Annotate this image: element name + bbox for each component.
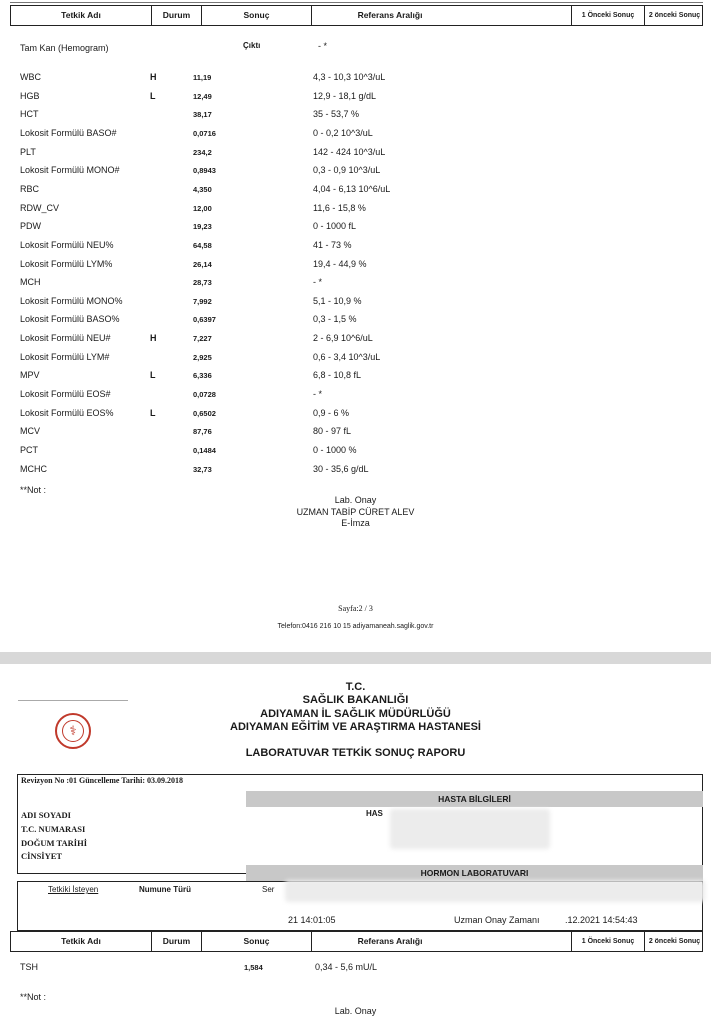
test-name: Lokosit Formülü EOS% [20,407,114,418]
test-flag: H [150,333,157,344]
test-value: 0,6397 [193,315,216,325]
col-header-name: Tetkik Adı [61,936,101,946]
test-name: HGB [20,90,40,101]
cut-header-strip [10,0,703,3]
test-reference: 35 - 53,7 % [313,109,360,120]
report-title: LABORATUVAR TETKİK SONUÇ RAPORU [245,747,466,759]
col-header-status: Durum [151,6,201,25]
test-flag: H [150,72,157,82]
test-name: RDW_CV [20,202,60,213]
col-header-reference: Referans Aralığı [311,932,468,951]
header-tc: T.C. [345,681,366,693]
test-reference: 30 - 35,6 g/dL [313,463,369,474]
hormone-table-header [10,931,703,952]
table-row [0,259,711,277]
test-flag: L [150,370,156,381]
approval-label: Lab. Onay [334,495,377,505]
col-header-status: Durum [151,932,201,951]
ministry-logo-icon: ⚕ [55,713,91,749]
table-row [0,962,711,980]
test-value: 11,19 [193,73,212,82]
results-table-header [10,5,703,26]
test-value: 0,1484 [193,446,216,455]
test-name: Lokosit Formülü LYM# [20,351,110,362]
table-row [0,184,711,202]
table-row [0,352,711,370]
test-reference: 0,3 - 1,5 % [313,314,357,325]
patient-partial-label: HAS [366,809,383,818]
test-value: 26,14 [193,259,212,269]
test-value: 32,73 [193,464,212,474]
page-number: Sayfa:2 / 3 [338,604,373,613]
panel-result: Çıktı [243,41,261,50]
test-name: MCH [20,277,41,288]
table-row [0,128,711,146]
test-flag: L [150,407,156,418]
test-value: 12,49 [193,91,212,101]
table-row [0,426,711,444]
e-signature: E-İmza [341,518,370,528]
sample-type-label: Numune Türü [139,885,191,894]
test-name: WBC [20,72,41,82]
patient-field-birth: DOĞUM TARİHİ [21,838,88,848]
test-value: 1,584 [244,963,263,972]
approval-label: Lab. Onay [334,1006,377,1016]
table-row [0,240,711,258]
table-row [0,370,711,388]
test-reference: 0 - 0,2 10^3/uL [313,127,373,138]
col-header-result: Sonuç [201,6,311,25]
table-row [0,277,711,295]
test-reference: 4,04 - 6,13 10^6/uL [313,183,391,194]
footer-contact: Telefon:0416 216 10 15 adiyamaneah.saglik.gov.tr [277,623,434,630]
col-header-reference: Referans Aralığı [311,6,468,25]
approval-time: .12.2021 14:54:43 [565,915,638,925]
test-name: MCHC [20,463,47,474]
test-name: MCV [20,426,40,437]
test-value: 87,76 [193,427,212,437]
test-value: 234,2 [193,147,212,157]
table-row [0,296,711,314]
test-value: 0,0728 [193,390,216,400]
patient-field-name: ADI SOYADI [21,810,71,820]
test-flag: L [150,90,156,101]
test-reference: 41 - 73 % [313,239,352,250]
test-name: HCT [20,109,39,120]
approval-time-label: Uzman Onay Zamanı [454,915,540,925]
test-reference: 4,3 - 10,3 10^3/uL [313,72,386,82]
table-row [0,91,711,109]
patient-field-tc: T.C. NUMARASI [21,824,86,834]
test-name: TSH [20,962,38,972]
note-label: **Not : [20,992,47,1002]
test-value: 0,6502 [193,408,216,418]
test-value: 6,336 [193,371,212,381]
test-reference: 0,34 - 5,6 mU/L [315,962,378,972]
test-reference: 0,3 - 0,9 10^3/uL [313,165,381,176]
col-header-prev1: 1 Önceki Sonuç [571,6,644,25]
table-row [0,72,711,90]
test-name: PDW [20,221,41,232]
test-reference: 0 - 1000 % [313,445,357,455]
table-row [0,389,711,407]
panel-reference: - * [318,41,327,51]
test-reference: 0,9 - 6 % [313,407,350,418]
header-hospital: ADIYAMAN EĞİTİM VE ARAŞTIRMA HASTANESİ [230,721,481,733]
col-header-prev2: 2 önceki Sonuç [644,6,704,25]
table-row [0,147,711,165]
test-name: Lokosit Formülü NEU% [20,239,114,250]
sample-partial: Ser [262,885,275,894]
test-value: 38,17 [193,110,212,120]
col-header-result: Sonuç [201,932,311,951]
test-reference: 11,6 - 15,8 % [313,202,366,213]
sample-time: 21 14:01:05 [288,915,336,925]
table-row [0,464,711,482]
test-name: Lokosit Formülü BASO# [20,127,117,138]
test-name: Lokosit Formülü LYM% [20,258,113,269]
table-row [0,221,711,239]
test-name: Lokosit Formülü BASO% [20,314,120,325]
test-name: Lokosit Formülü MONO% [20,295,123,306]
test-reference: 0,6 - 3,4 10^3/uL [313,351,381,362]
redacted-request-data [285,880,705,902]
table-row [0,109,711,127]
test-value: 2,925 [193,352,212,362]
requester-label: Tetkiki İsteyen [48,885,99,894]
test-value: 28,73 [193,278,212,288]
test-reference: 0 - 1000 fL [313,221,357,232]
test-reference: 5,1 - 10,9 % [313,295,362,306]
table-row [0,203,711,221]
patient-info-title: HASTA BİLGİLERİ [246,791,703,807]
test-reference: 142 - 424 10^3/uL [313,146,386,157]
test-name: PLT [20,146,36,157]
test-value: 64,58 [193,240,212,250]
test-value: 7,992 [193,296,212,306]
test-name: MPV [20,370,40,381]
test-value: 19,23 [193,222,212,232]
test-reference: - * [313,389,322,400]
note-label: **Not : [20,485,47,495]
header-directorate: ADIYAMAN İL SAĞLIK MÜDÜRLÜĞÜ [260,708,451,720]
test-reference: 19,4 - 44,9 % [313,258,367,269]
table-row [0,165,711,183]
test-value: 7,227 [193,334,212,344]
test-name: RBC [20,183,40,194]
test-name: Lokosit Formülü EOS# [20,389,111,400]
page-separator [0,652,711,664]
header-ministry: SAĞLIK BAKANLIĞI [302,694,409,706]
table-row [0,333,711,351]
revision-info: Revizyon No :01 Güncelleme Tarihi: 03.09.2018 [21,776,183,785]
test-value: 4,350 [193,184,212,194]
test-reference: - * [313,277,322,288]
patient-field-gender: CİNSİYET [21,851,63,861]
test-value: 12,00 [193,203,212,213]
patient-info-box [17,774,703,874]
panel-title: Tam Kan (Hemogram) [20,43,109,53]
table-row [0,314,711,332]
test-reference: 80 - 97 fL [313,426,352,437]
doctor-name: UZMAN TABİP CÜRET ALEV [296,507,415,517]
report-page-2 [0,664,711,1024]
redacted-patient-data [390,809,550,849]
test-name: Lokosit Formülü NEU# [20,333,111,344]
test-name: PCT [20,445,38,455]
test-value: 0,0716 [193,128,216,138]
col-header-name: Tetkik Adı [61,10,101,20]
lab-title: HORMON LABORATUVARI [246,865,703,881]
table-row [0,445,711,463]
table-row [0,408,711,426]
test-reference: 6,8 - 10,8 fL [313,370,362,381]
col-header-prev1: 1 Önceki Sonuç [571,932,644,951]
test-reference: 12,9 - 18,1 g/dL [313,90,377,101]
col-header-prev2: 2 önceki Sonuç [644,932,704,951]
test-name: Lokosit Formülü MONO# [20,165,120,176]
test-value: 0,8943 [193,166,216,176]
test-reference: 2 - 6,9 10^6/uL [313,333,373,344]
